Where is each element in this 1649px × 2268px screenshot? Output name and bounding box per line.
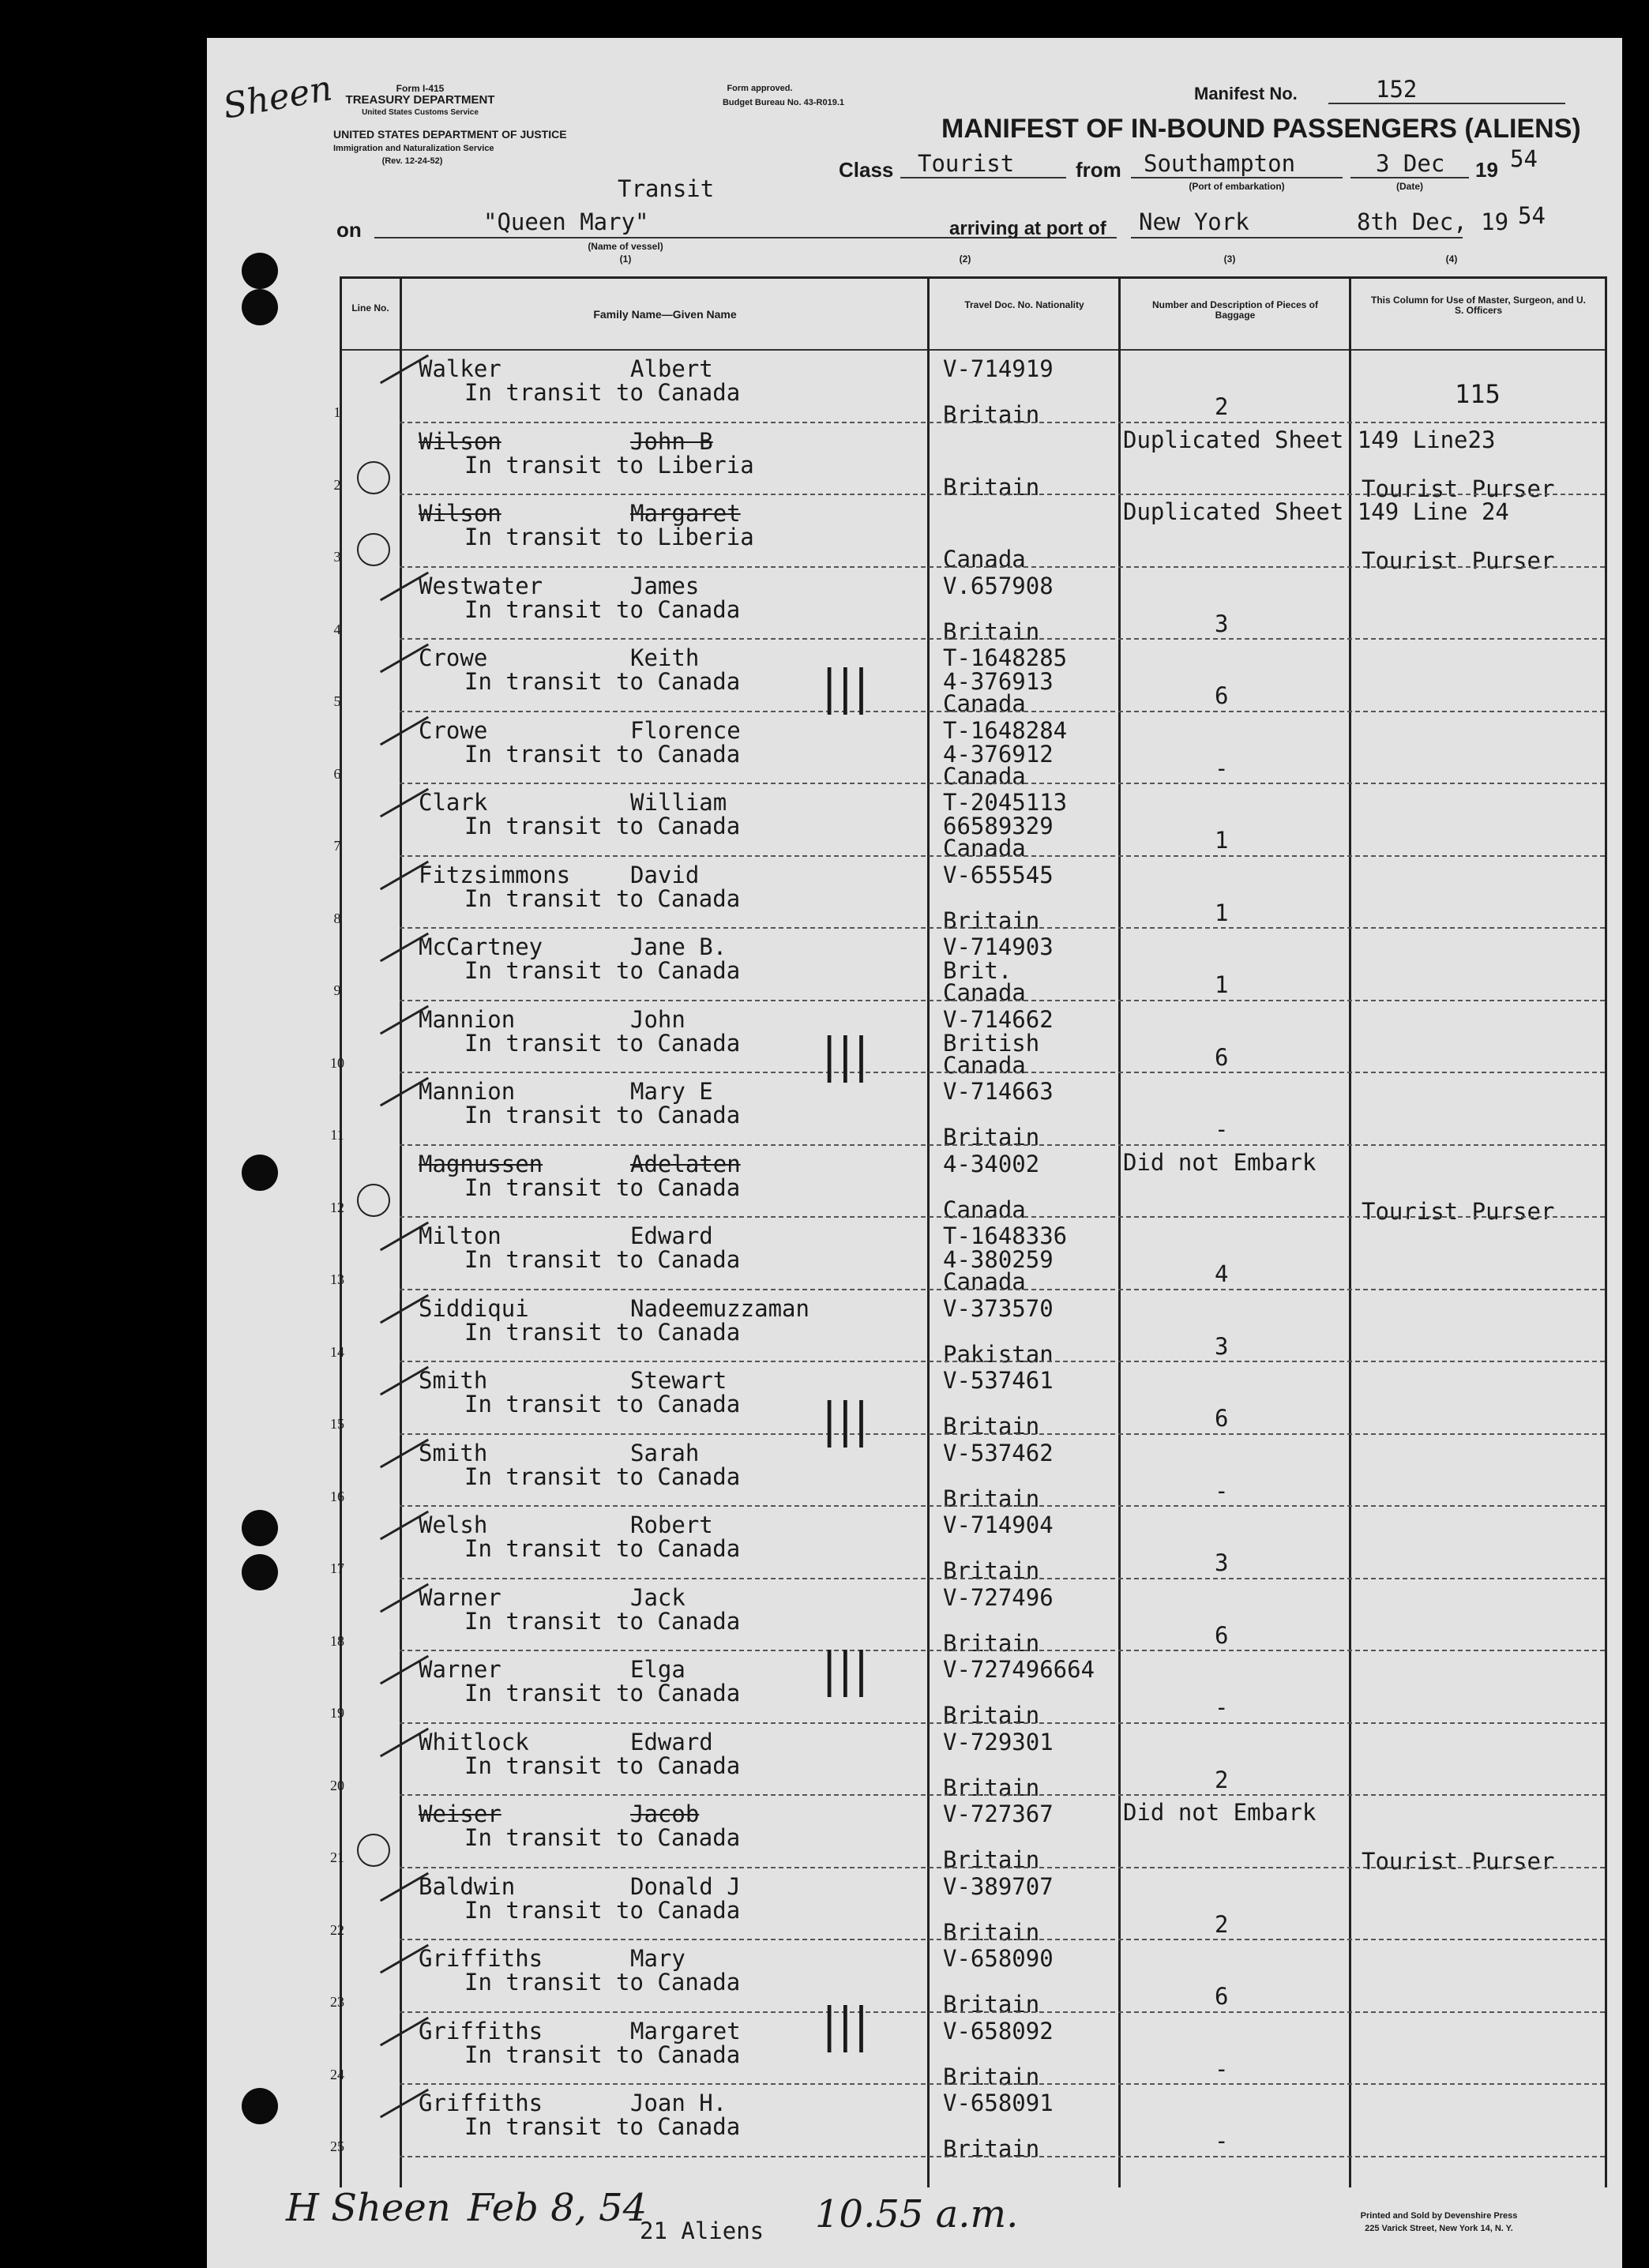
col-header-travel-doc: Travel Doc. No. Nationality (964, 299, 1084, 310)
col-header-officers: This Column for Use of Master, Surgeon, and U. S. Officers (1370, 295, 1587, 316)
transit-note: In transit to Canada (464, 1607, 741, 1635)
travel-doc: V-373570 (943, 1294, 1054, 1322)
baggage-count: - (1215, 2055, 1229, 2082)
transit-note: In transit to Canada (464, 1102, 741, 1128)
given-name: Edward (630, 1222, 713, 1249)
given-name: Adelaten (630, 1150, 741, 1177)
baggage-count: - (1215, 1477, 1229, 1504)
travel-doc-2: 4-376913 (943, 668, 1054, 695)
family-name: Wilson (419, 500, 501, 527)
table-row (207, 351, 1622, 428)
line-number: 18 (330, 1632, 344, 1649)
transit-note: In transit to Liberia (464, 524, 754, 550)
transit-note: In transit to Liberia (464, 451, 754, 479)
family-name: Welsh (419, 1511, 488, 1538)
nationality: Canada (943, 690, 1026, 717)
travel-doc: T-2045113 (943, 789, 1068, 816)
family-name: Milton (419, 1222, 501, 1249)
transit-note: In transit to Canada (464, 1318, 741, 1346)
travel-doc-2: 4-376912 (943, 740, 1054, 768)
given-name: Jacob (630, 1801, 700, 1827)
travel-doc: V-714903 (943, 933, 1054, 960)
punch-hole (242, 253, 278, 289)
given-name: Margaret (630, 500, 741, 527)
travel-doc-2: British (943, 1029, 1040, 1057)
manifest-sheet (207, 38, 1622, 2268)
family-name: Griffiths (419, 2017, 543, 2045)
line-number: 24 (330, 2066, 344, 2082)
nationality: Britain (943, 1557, 1040, 1584)
baggage-count: - (1215, 1694, 1229, 1721)
transit-note: In transit to Canada (464, 884, 741, 912)
nationality: Britain (943, 1629, 1040, 1657)
travel-doc: V-537461 (943, 1367, 1054, 1394)
printer-line-1: Printed and Sold by Devenshire Press (1360, 2211, 1518, 2221)
table-row (207, 1001, 1622, 1079)
officer-note: 115 (1455, 379, 1501, 409)
row-divider (400, 2156, 1605, 2157)
family-name: Warner (419, 1583, 501, 1611)
transit-note: In transit to Canada (464, 1463, 741, 1490)
baggage-count: 2 (1215, 393, 1229, 420)
travel-doc: V-727367 (943, 1801, 1054, 1827)
given-name: Jane B. (630, 933, 727, 960)
arriving-port: New York (1139, 208, 1249, 235)
line-number: 3 (333, 549, 341, 565)
given-name: Robert (630, 1511, 713, 1538)
given-name: David (630, 861, 700, 888)
travel-doc: V-658092 (943, 2017, 1054, 2045)
date-value: 3 Dec (1376, 150, 1445, 177)
nationality: Canada (943, 1051, 1026, 1079)
baggage-count: 3 (1215, 1332, 1229, 1360)
table-row (207, 1435, 1622, 1512)
vessel-name: "Queen Mary" (483, 208, 649, 235)
table-row (207, 2013, 1622, 2090)
table-row (207, 784, 1622, 862)
family-name: Mannion (419, 1078, 516, 1105)
nationality: Britain (943, 618, 1040, 645)
line-number: 17 (330, 1560, 344, 1576)
from-label: from (1076, 158, 1121, 182)
nationality: Canada (943, 546, 1026, 573)
travel-doc: V-714919 (943, 355, 1054, 382)
col-num-2: (2) (959, 253, 971, 265)
family-name: Griffiths (419, 2090, 543, 2116)
travel-doc: V-655545 (943, 861, 1054, 888)
nationality: Britain (943, 1774, 1040, 1801)
travel-doc-2: 66589329 (943, 813, 1054, 839)
table-row (207, 495, 1622, 574)
line-circle-mark (357, 533, 390, 566)
line-circle-mark (357, 1184, 390, 1217)
table-row (207, 1507, 1622, 1584)
budget-bureau: Budget Bureau No. 43-R019.1 (722, 98, 845, 107)
nationality: Pakistan (943, 1340, 1054, 1368)
line-number: 14 (330, 1343, 344, 1360)
given-name: Keith (630, 644, 700, 671)
given-name: Mary E (630, 1078, 713, 1105)
baggage-count: 3 (1215, 610, 1229, 637)
table-row (207, 929, 1622, 1006)
given-name: Joan H. (630, 2090, 727, 2116)
family-name: Siddiqui (419, 1294, 529, 1322)
line-number: 12 (330, 1199, 344, 1215)
customs-service: United States Customs Service (362, 108, 479, 117)
nationality: Britain (943, 1702, 1040, 1729)
nationality: Britain (943, 2135, 1040, 2162)
baggage-count: 1 (1215, 899, 1229, 926)
table-row (207, 2085, 1622, 2162)
line-number: 5 (333, 693, 341, 709)
nationality: Britain (943, 1485, 1040, 1512)
baggage-count: 4 (1215, 1260, 1229, 1287)
table-row (207, 712, 1622, 790)
travel-doc: V.657908 (943, 572, 1054, 599)
justice-dept: UNITED STATES DEPARTMENT OF JUSTICE (333, 128, 567, 141)
col-num-3: (3) (1223, 253, 1236, 265)
given-name: Albert (630, 355, 713, 382)
officer-note: Duplicated Sheet 149 Line23 (1123, 426, 1496, 453)
baggage-count: 1 (1215, 827, 1229, 854)
nationality: Canada (943, 979, 1026, 1006)
transit-word: Transit (618, 175, 715, 202)
family-name: Baldwin (419, 1872, 516, 1900)
given-name: Edward (630, 1728, 713, 1755)
travel-doc: V-729301 (943, 1728, 1054, 1755)
officer-note-2: Tourist Purser (1362, 1197, 1555, 1225)
family-name: Crowe (419, 716, 488, 744)
table-row (207, 1651, 1622, 1729)
officer-note: Did not Embark (1123, 1799, 1317, 1826)
table-row (207, 1362, 1622, 1440)
footer-handwritten-name: H Sheen (286, 2186, 451, 2230)
baggage-count: - (1215, 2127, 1229, 2154)
baggage-count: 6 (1215, 1621, 1229, 1649)
travel-doc-2: 4-380259 (943, 1246, 1054, 1273)
form-approved: Form approved. (727, 84, 793, 93)
given-name: Nadeemuzzaman (630, 1294, 809, 1322)
given-name: Sarah (630, 1439, 700, 1466)
vessel-caption: (Name of vessel) (588, 241, 663, 252)
on-label: on (336, 218, 362, 242)
table-row (207, 1146, 1622, 1225)
nationality: Britain (943, 401, 1040, 428)
officer-note-2: Tourist Purser (1362, 547, 1555, 574)
travel-doc: T-1648336 (943, 1222, 1068, 1249)
given-name: William (630, 789, 727, 816)
table-row (207, 1218, 1622, 1295)
tally-mark: ||| (821, 660, 870, 715)
family-name: Smith (419, 1439, 488, 1466)
transit-note: In transit to Canada (464, 1969, 741, 1996)
punch-hole (242, 289, 278, 325)
family-name: Westwater (419, 572, 543, 599)
line-number: 20 (330, 1777, 344, 1793)
transit-note: In transit to Canada (464, 957, 741, 984)
tally-mark: ||| (821, 1028, 870, 1083)
transit-note: In transit to Canada (464, 595, 741, 623)
family-name: Mannion (419, 1005, 516, 1033)
nationality: Britain (943, 473, 1040, 501)
line-number: 11 (330, 1127, 344, 1143)
transit-note: In transit to Canada (464, 1391, 741, 1418)
tally-mark: ||| (821, 1643, 870, 1698)
table-row (207, 1940, 1622, 2018)
printer-line-2: 225 Varick Street, New York 14, N. Y. (1365, 2224, 1513, 2233)
line-number: 13 (330, 1271, 344, 1287)
transit-note: In transit to Canada (464, 813, 741, 839)
officer-note-2: Tourist Purser (1362, 475, 1555, 502)
footer-handwritten-date: Feb 8, 54 (468, 2186, 648, 2230)
travel-doc: V-714663 (943, 1078, 1054, 1105)
family-name: Warner (419, 1656, 501, 1683)
travel-doc: V-537462 (943, 1439, 1054, 1466)
baggage-count: 2 (1215, 1766, 1229, 1793)
table-row (207, 1579, 1622, 1657)
manifest-no-label: Manifest No. (1194, 84, 1298, 103)
line-number: 19 (330, 1705, 344, 1721)
line-number: 9 (333, 982, 341, 998)
baggage-count: 3 (1215, 1549, 1229, 1576)
table-row (207, 1073, 1622, 1151)
officer-note-2: Tourist Purser (1362, 1848, 1555, 1875)
family-name: Walker (419, 355, 501, 382)
line-circle-mark (357, 461, 390, 494)
nationality: Canada (943, 1268, 1026, 1295)
line-number: 15 (330, 1416, 344, 1432)
baggage-count: 6 (1215, 1405, 1229, 1432)
transit-note: In transit to Canada (464, 1173, 741, 1201)
line-number: 21 (330, 1849, 344, 1865)
line-number: 16 (330, 1488, 344, 1504)
table-row (207, 640, 1622, 717)
col-header-line: Line No. (351, 302, 389, 314)
family-name: Whitlock (419, 1728, 529, 1755)
family-name: Griffiths (419, 1945, 543, 1972)
footer-handwritten-time: 10.55 a.m. (815, 2192, 1019, 2236)
treasury-dept: TREASURY DEPARTMENT (345, 93, 495, 107)
table-row (207, 568, 1622, 645)
line-number: 6 (333, 765, 341, 782)
family-name: Clark (419, 789, 488, 816)
nationality: Britain (943, 1846, 1040, 1873)
nationality: Canada (943, 762, 1026, 790)
baggage-count: 2 (1215, 1910, 1229, 1938)
transit-note: In transit to Canada (464, 1824, 741, 1851)
baggage-count: 6 (1215, 1043, 1229, 1071)
given-name: Stewart (630, 1367, 727, 1394)
family-name: Wilson (419, 427, 501, 455)
given-name: Donald J (630, 1872, 741, 1900)
line-number: 10 (330, 1054, 344, 1071)
transit-note: In transit to Canada (464, 1029, 741, 1057)
nationality: Britain (943, 1413, 1040, 1440)
given-name: Margaret (630, 2017, 741, 2045)
baggage-count: 6 (1215, 682, 1229, 709)
col-header-name: Family Name—Given Name (593, 308, 737, 321)
family-name: Fitzsimmons (419, 861, 571, 888)
given-name: Mary (630, 1945, 686, 1972)
port-caption: (Port of embarkation) (1189, 181, 1285, 192)
table-row (207, 1724, 1622, 1801)
family-name: Crowe (419, 644, 488, 671)
transit-note: In transit to Canada (464, 2113, 741, 2140)
transit-note: In transit to Canada (464, 1752, 741, 1779)
line-number: 8 (333, 910, 341, 926)
baggage-count: - (1215, 754, 1229, 782)
transit-note: In transit to Canada (464, 1535, 741, 1562)
nationality: Canada (943, 835, 1026, 862)
travel-doc: T-1648284 (943, 716, 1068, 744)
transit-note: In transit to Canada (464, 1680, 741, 1707)
from-value: Southampton (1144, 150, 1296, 177)
given-name: Jack (630, 1583, 686, 1611)
footer-aliens-count: 21 Aliens (640, 2217, 764, 2244)
revision-date: (Rev. 12-24-52) (381, 156, 443, 166)
baggage-count: 1 (1215, 971, 1229, 998)
nationality: Britain (943, 1124, 1040, 1151)
travel-doc: V-658091 (943, 2090, 1054, 2116)
class-label: Class (839, 158, 894, 182)
class-value: Tourist (918, 150, 1015, 177)
transit-note: In transit to Canada (464, 740, 741, 768)
line-number: 1 (333, 404, 341, 420)
baggage-count: - (1215, 1116, 1229, 1143)
year-suffix: 54 (1510, 145, 1538, 172)
family-name: Weiser (419, 1801, 501, 1827)
arriving-label: arriving at port of (949, 218, 1106, 239)
transit-note: In transit to Canada (464, 1896, 741, 1924)
date-caption: (Date) (1395, 181, 1423, 192)
nationality: Britain (943, 1991, 1040, 2018)
given-name: Florence (630, 716, 741, 744)
travel-doc-2: Brit. (943, 957, 1012, 984)
manifest-number: 152 (1376, 76, 1418, 103)
transit-note: In transit to Canada (464, 2041, 741, 2068)
line-number: 7 (333, 838, 341, 854)
travel-doc: V-727496 (943, 1583, 1054, 1611)
col-num-1: (1) (619, 253, 632, 265)
table-row (207, 1290, 1622, 1368)
transit-note: In transit to Canada (464, 1246, 741, 1273)
nationality: Britain (943, 2063, 1040, 2090)
tally-mark: ||| (821, 1998, 870, 2053)
transit-note: In transit to Canada (464, 379, 741, 406)
travel-doc: T-1648285 (943, 644, 1068, 671)
given-name: John B (630, 427, 713, 455)
top-left-signature: Sheen (220, 68, 336, 127)
family-name: Smith (419, 1367, 488, 1394)
form-number: Form I-415 (396, 83, 445, 94)
arrival-date: 8th Dec, 19 (1357, 208, 1509, 235)
given-name: John (630, 1005, 686, 1033)
travel-doc: V-727496664 (943, 1656, 1095, 1683)
manifest-title: MANIFEST OF IN-BOUND PASSENGERS (ALIENS) (941, 114, 1581, 144)
given-name: Elga (630, 1656, 686, 1683)
line-circle-mark (357, 1834, 390, 1867)
nationality: Britain (943, 907, 1040, 934)
year-prefix: 19 (1475, 158, 1498, 182)
col-header-baggage: Number and Description of Pieces of Baggage (1151, 299, 1319, 321)
line-number: 4 (333, 621, 341, 637)
table-row (207, 423, 1622, 502)
travel-doc: V-658090 (943, 1945, 1054, 1972)
ins-service: Immigration and Naturalization Service (333, 144, 494, 153)
line-number: 23 (330, 1994, 344, 2010)
col-num-4: (4) (1445, 253, 1458, 265)
arrival-year: 54 (1518, 202, 1546, 229)
line-number: 25 (330, 2138, 344, 2154)
transit-note: In transit to Canada (464, 668, 741, 695)
travel-doc: V-389707 (943, 1872, 1054, 1900)
table-row (207, 857, 1622, 934)
officer-note: Did not Embark (1123, 1148, 1317, 1176)
given-name: James (630, 572, 700, 599)
baggage-count: 6 (1215, 1983, 1229, 2010)
table-row (207, 1868, 1622, 1946)
line-number: 22 (330, 1921, 344, 1938)
table-row (207, 1796, 1622, 1875)
travel-doc: V-714904 (943, 1511, 1054, 1538)
nationality: Britain (943, 1918, 1040, 1946)
family-name: McCartney (419, 933, 543, 960)
officer-note: Duplicated Sheet 149 Line 24 (1123, 498, 1509, 525)
travel-doc: 4-34002 (943, 1150, 1040, 1177)
tally-mark: ||| (821, 1393, 870, 1448)
travel-doc: V-714662 (943, 1005, 1054, 1033)
family-name: Magnussen (419, 1150, 543, 1177)
nationality: Canada (943, 1196, 1026, 1223)
line-number: 2 (333, 476, 341, 493)
